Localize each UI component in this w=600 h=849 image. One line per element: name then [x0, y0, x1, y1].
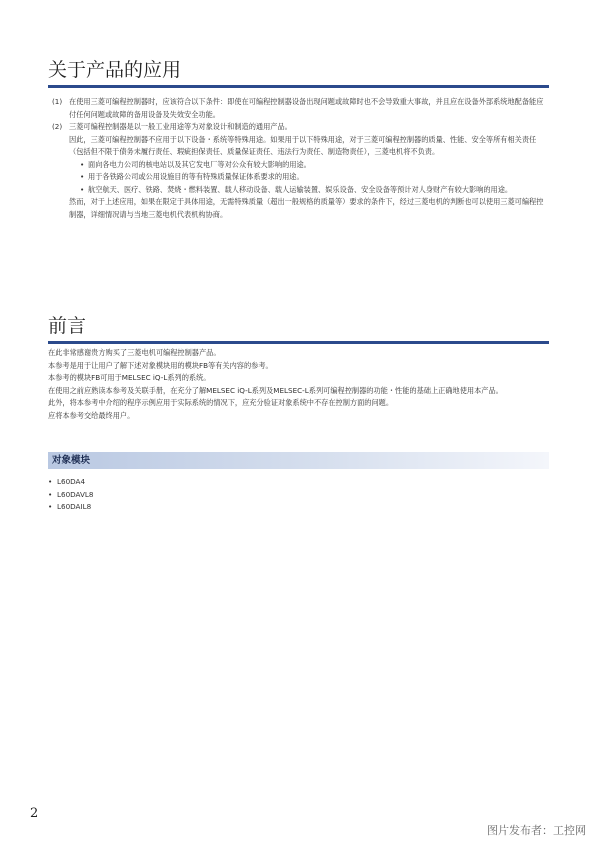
restriction-paragraph: 因此，三菱可编程控制器不应用于以下设备・系统等特殊用途。如果用于以下特殊用途，对于三菱可编程控制器的质量、性能、安全等所有相关责任（包括但不限于债务未履行责任、瑕疵担保责任、质量保证责任、违法行为责任、制造物责任），三菱电机将不负责。	[69, 134, 537, 156]
preface-line: 本参考是用于让用户了解下述对象模块用的模块FB等有关内容的参考。	[48, 360, 273, 370]
section-title-preface: 前言	[48, 314, 549, 344]
restricted-use-bullet: • 用于各铁路公司或公用设施目的等有特殊质量保证体系要求的用途。	[52, 171, 547, 184]
publisher-watermark: 图片发布者：工控网	[487, 824, 586, 837]
preface-section	[48, 347, 549, 422]
section-title-product-application: 关于产品的应用	[48, 58, 549, 88]
condition-item-1	[52, 96, 547, 121]
page-number: 2	[30, 806, 39, 821]
module-item: • L60DA4	[48, 476, 348, 489]
preface-line: 应将本参考交给最终用户。	[48, 410, 135, 420]
restricted-use-bullet: • 航空航天、医疗、铁路、焚烧・燃料装置、载人移动设备、载人运输装置、娱乐设备、安全设备等预计对人身财产有较大影响的用途。	[52, 184, 547, 197]
exception-paragraph: 然而，对于上述应用，如果在限定于具体用途，无需特殊质量（超出一般规格的质量等）要求的条件下，经过三菱电机的判断也可以使用三菱可编程控制器，详细情况请与当地三菱电机代表机构协商。	[69, 197, 544, 219]
item-text: 在使用三菱可编程控制器时，应该符合以下条件：即使在可编程控制器设备出现问题或故障时也不会导致重大事故，并且应在设备外部系统地配备能应付任何问题或故障的备用设备及失效安全功能。	[69, 97, 544, 119]
target-modules-list	[48, 476, 348, 514]
module-item: • L60DAVL8	[48, 489, 348, 502]
target-modules-header: 对象模块	[48, 452, 549, 469]
preface-line: 本参考的模块FB可用于MELSEC iQ-L系列的系统。	[48, 373, 211, 382]
item-text: 三菱可编程控制器是以一般工业用途等为对象设计和制造的通用产品。	[69, 122, 292, 131]
module-item: • L60DAIL8	[48, 501, 348, 514]
preface-line: 此外，将本参考中介绍的程序示例应用于实际系统的情况下，应充分验证对象系统中不存在控制方面的问题。	[48, 398, 394, 407]
preface-line: 在此非常感谢贵方购买了三菱电机可编程控制器产品。	[48, 348, 221, 357]
restricted-use-bullet: • 面向各电力公司的核电站以及其它发电厂等对公众有较大影响的用途。	[52, 159, 547, 172]
product-application-section	[52, 96, 547, 221]
preface-line: 在使用之前应熟读本参考及关联手册，在充分了解MELSEC iQ-L系列及MELSEC-L系列可编程控制器的功能・性能的基础上正确地使用本产品。	[48, 385, 503, 395]
item-number: (2)	[52, 122, 63, 131]
item-number: (1)	[52, 97, 63, 106]
condition-item-2	[52, 121, 547, 134]
